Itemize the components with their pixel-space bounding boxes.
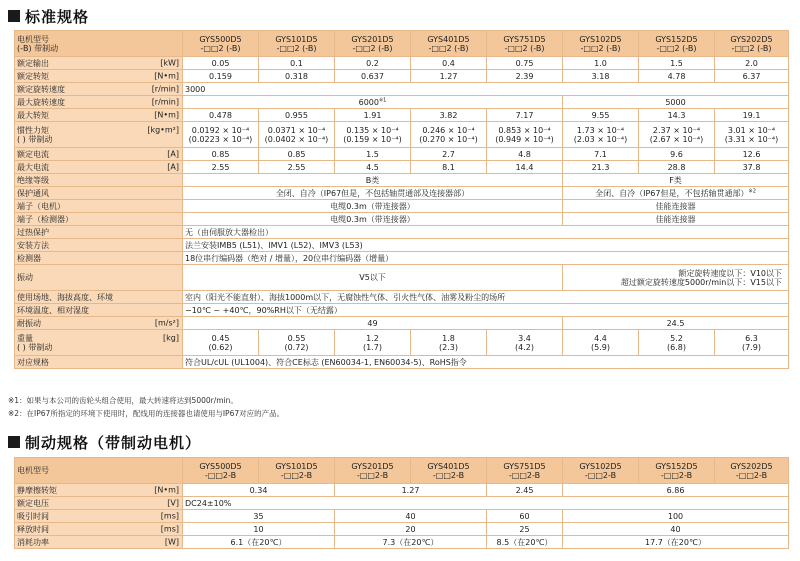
value-cell: 佳能连接器 — [563, 213, 789, 226]
value-cell: 电缆0.3m（带连接器） — [183, 200, 563, 213]
location-row — [15, 291, 789, 304]
row-unit: [kg•m²] — [147, 125, 179, 135]
row-label: 耐振动 — [17, 318, 41, 328]
value-cell: 18位串行编码器（绝对 / 增量），20位串行编码器（增量） — [183, 252, 789, 265]
value-cell: 3.18 — [563, 70, 639, 83]
value-cell: 1.2 (1.7) — [335, 330, 411, 356]
row-label: 过热保护 — [17, 227, 49, 237]
value-cell: 0.1 — [259, 57, 335, 70]
value-cell: 室内（阳光不能直射）、海拔1000m以下，无腐蚀性气体、引火性气体、油雾及粉尘的场所 — [183, 291, 789, 304]
value-cell: 3000 — [183, 83, 789, 96]
value-cell: 额定旋转速度以下：V10以下 超过额定旋转速度5000r/min以下：V15以下 — [563, 265, 789, 291]
value-cell: 2.45 — [487, 484, 563, 497]
value-cell: 1.5 — [335, 148, 411, 161]
value-cell: F类 — [563, 174, 789, 187]
rated-current-row — [15, 148, 789, 161]
row-label: 对应规格 — [17, 357, 49, 367]
row-label: 额定电流 — [17, 149, 49, 159]
value-cell: 0.0371 × 10⁻⁴ (0.0402 × 10⁻⁴) — [259, 122, 335, 148]
overheat-row — [15, 226, 789, 239]
value-cell: 无（由伺服放大器检出） — [183, 226, 789, 239]
value-cell: 2.7 — [411, 148, 487, 161]
value-cell: 6000$^{※1}$ — [183, 96, 563, 109]
vibration-resistance-row — [15, 317, 789, 330]
row-label: 释放时间 — [17, 524, 49, 534]
value-cell: 7.17 — [487, 109, 563, 122]
value-cell: 3.82 — [411, 109, 487, 122]
row-label: 消耗功率 — [17, 537, 49, 547]
mounting-row — [15, 239, 789, 252]
value-cell: 0.34 — [183, 484, 335, 497]
release-time-row — [15, 523, 789, 536]
value-cell: 1.73 × 10⁻⁴ (2.03 × 10⁻⁴) — [563, 122, 639, 148]
row-unit: [kg] — [163, 333, 179, 343]
model-header: GYS201D5 -□□2 (-B) — [335, 31, 411, 57]
environment-row — [15, 304, 789, 317]
row-label: 静摩擦转矩 — [17, 485, 57, 495]
value-cell: 10 — [183, 523, 335, 536]
row-unit: [ms] — [160, 511, 179, 521]
value-cell: 6.1（在20℃） — [183, 536, 335, 549]
value-cell: 1.0 — [563, 57, 639, 70]
model-header: GYS101D5 -□□2-B — [259, 458, 335, 484]
terminal-encoder-row — [15, 213, 789, 226]
row-label: 检测器 — [17, 253, 41, 263]
row-label: 额定转矩 — [17, 71, 49, 81]
row-label: 重量 — [17, 333, 33, 343]
row-label-sub: ( ) 带制动 — [17, 342, 53, 352]
row-label: 吸引时间 — [17, 511, 49, 521]
row-unit: [m/s²] — [154, 318, 179, 328]
row-label: 额定电压 — [17, 498, 49, 508]
footnote-2: ※2：在IP67所指定的环境下使用时，配线用的连接器也请使用与IP67对应的产品。 — [8, 409, 285, 418]
value-cell: 12.6 — [715, 148, 789, 161]
terminal-motor-row — [15, 200, 789, 213]
value-cell: 6.3 (7.9) — [715, 330, 789, 356]
insulation-row — [15, 174, 789, 187]
model-header: GYS751D5 -□□2 (-B) — [487, 31, 563, 57]
value-cell: 0.2 — [335, 57, 411, 70]
value-cell: 1.5 — [639, 57, 715, 70]
value-cell: 0.135 × 10⁻⁴ (0.159 × 10⁻⁴) — [335, 122, 411, 148]
spec-header-row — [15, 31, 789, 57]
model-label: 电机型号 — [17, 466, 49, 475]
value-cell: 21.3 — [563, 161, 639, 174]
value-cell: 0.318 — [259, 70, 335, 83]
rated-output-row — [15, 57, 789, 70]
value-cell: 4.5 — [335, 161, 411, 174]
row-unit: [kW] — [160, 58, 179, 68]
value-cell: 100 — [563, 510, 789, 523]
value-cell: B类 — [183, 174, 563, 187]
model-header: GYS152D5 -□□2 (-B) — [639, 31, 715, 57]
value-cell: 0.85 — [259, 148, 335, 161]
value-cell: 7.3（在20℃） — [335, 536, 487, 549]
model-header: GYS401D5 -□□2 (-B) — [411, 31, 487, 57]
value-cell: 8.1 — [411, 161, 487, 174]
value-cell: 14.4 — [487, 161, 563, 174]
model-header: GYS202D5 -□□2 (-B) — [715, 31, 789, 57]
row-label: 保护通风 — [17, 188, 49, 198]
attract-time-row — [15, 510, 789, 523]
row-unit: [r/min] — [151, 84, 179, 94]
value-cell: 25 — [487, 523, 563, 536]
row-label: 端子（检测器） — [17, 214, 73, 224]
weight-row — [15, 330, 789, 356]
row-label: 额定输出 — [17, 58, 49, 68]
row-unit: [W] — [164, 537, 179, 547]
value-cell: 0.478 — [183, 109, 259, 122]
row-unit: [N•m] — [154, 485, 179, 495]
value-cell: 1.8 (2.3) — [411, 330, 487, 356]
value-cell: 6.37 — [715, 70, 789, 83]
spec-section-heading — [8, 5, 89, 27]
value-cell: 14.3 — [639, 109, 715, 122]
value-cell: 0.246 × 10⁻⁴ (0.270 × 10⁻⁴) — [411, 122, 487, 148]
value-cell: 3.01 × 10⁻⁴ (3.31 × 10⁻⁴) — [715, 122, 789, 148]
spec-section-title: 标准规格 — [25, 7, 90, 26]
value-cell: 1.27 — [411, 70, 487, 83]
row-label: 最大旋转速度 — [17, 97, 65, 107]
model-header: GYS102D5 -□□2 (-B) — [563, 31, 639, 57]
value-cell: 法兰安装IMB5 (L51)、IMV1 (L52)、IMV3 (L53) — [183, 239, 789, 252]
row-unit: [ms] — [160, 524, 179, 534]
max-torque-row — [15, 109, 789, 122]
value-cell: 0.4 — [411, 57, 487, 70]
value-cell: 8.5（在20℃） — [487, 536, 563, 549]
standards-row — [15, 356, 789, 369]
row-label: 振动 — [17, 273, 33, 282]
value-cell: DC24±10% — [183, 497, 789, 510]
value-cell: −10℃ ~ +40℃，90%RH以下（无结露） — [183, 304, 789, 317]
row-unit: [r/min] — [151, 97, 179, 107]
row-label: 额定旋转速度 — [17, 84, 65, 94]
value-cell: 2.0 — [715, 57, 789, 70]
inertia-row — [15, 122, 789, 148]
value-cell: 49 — [183, 317, 563, 330]
value-cell: 2.55 — [259, 161, 335, 174]
row-unit: [A] — [167, 162, 179, 172]
value-cell: 5000 — [563, 96, 789, 109]
brake-section-title: 制动规格（带制动电机） — [25, 433, 202, 452]
value-cell: 37.8 — [715, 161, 789, 174]
model-header: GYS152D5 -□□2-B — [639, 458, 715, 484]
value-cell: 28.8 — [639, 161, 715, 174]
value-cell: 4.78 — [639, 70, 715, 83]
model-header: GYS401D5 -□□2-B — [411, 458, 487, 484]
value-cell: 0.75 — [487, 57, 563, 70]
rated-torque-row — [15, 70, 789, 83]
brake-label: (-B) 带制动 — [17, 43, 59, 53]
value-cell: 19.1 — [715, 109, 789, 122]
rated-voltage-row — [15, 497, 789, 510]
row-unit: [N•m] — [154, 110, 179, 120]
value-cell: 佳能连接器 — [563, 200, 789, 213]
value-cell: 40 — [335, 510, 487, 523]
row-label: 惯性力矩 — [17, 125, 49, 135]
value-cell: 3.4 (4.2) — [487, 330, 563, 356]
model-header: GYS202D5 -□□2-B — [715, 458, 789, 484]
value-cell: 0.955 — [259, 109, 335, 122]
brake-header-row — [15, 458, 789, 484]
value-cell: 35 — [183, 510, 335, 523]
power-consumption-row — [15, 536, 789, 549]
row-label-sub: ( ) 带制动 — [17, 134, 53, 144]
row-label: 使用场地、海拔高度、环境 — [17, 292, 113, 302]
vibration-row — [15, 265, 789, 291]
row-label: 绝缘等级 — [17, 175, 49, 185]
brake-spec-table — [14, 457, 789, 549]
footnote-1: ※1：如果与本公司的齿轮头组合使用，最大转速将达到5000r/min。 — [8, 396, 238, 405]
rated-speed-row — [15, 83, 789, 96]
model-header: GYS500D5 -□□2 (-B) — [183, 31, 259, 57]
square-bullet-icon — [8, 436, 20, 448]
model-label-cell — [15, 458, 183, 484]
footnote-mark: ※1 — [378, 96, 387, 103]
value-cell: 6.86 — [563, 484, 789, 497]
value-cell: 0.05 — [183, 57, 259, 70]
value-cell: 4.8 — [487, 148, 563, 161]
value-cell: 2.55 — [183, 161, 259, 174]
value-cell: 5.2 (6.8) — [639, 330, 715, 356]
value-cell: 0.159 — [183, 70, 259, 83]
value-cell: V5以下 — [183, 265, 563, 291]
model-header: GYS500D5 -□□2-B — [183, 458, 259, 484]
value-cell: 电缆0.3m（带连接器） — [183, 213, 563, 226]
value-cell: 40 — [563, 523, 789, 536]
row-label: 端子（电机） — [17, 201, 65, 211]
brake-section-heading — [8, 431, 201, 453]
standard-spec-table — [14, 30, 789, 369]
detector-row — [15, 252, 789, 265]
footnote-mark: ※2 — [748, 187, 756, 194]
value-cell: 0.637 — [335, 70, 411, 83]
static-torque-row — [15, 484, 789, 497]
row-label: 最大电流 — [17, 162, 49, 172]
value-cell: 24.5 — [563, 317, 789, 330]
max-speed-row — [15, 96, 789, 109]
model-header: GYS201D5 -□□2-B — [335, 458, 411, 484]
row-unit: [N•m] — [154, 71, 179, 81]
value-cell: 60 — [487, 510, 563, 523]
value-cell: 1.27 — [335, 484, 487, 497]
value-cell: 2.39 — [487, 70, 563, 83]
row-unit: [A] — [167, 149, 179, 159]
value-cell: 2.37 × 10⁻⁴ (2.67 × 10⁻⁴) — [639, 122, 715, 148]
model-header: GYS102D5 -□□2-B — [563, 458, 639, 484]
model-header: GYS751D5 -□□2-B — [487, 458, 563, 484]
model-header: GYS101D5 -□□2 (-B) — [259, 31, 335, 57]
value-cell: 全闭、自冷（IP67但是，不包括轴贯通部及连接器部） — [183, 187, 563, 200]
value-cell: 全闭、自冷（IP67但是，不包括轴贯通部）$^{※2}$ — [563, 187, 789, 200]
model-label: 电机型号 — [17, 34, 49, 44]
value-cell: 0.45 (0.62) — [183, 330, 259, 356]
value-cell: 4.4 (5.9) — [563, 330, 639, 356]
value-cell: 0.55 (0.72) — [259, 330, 335, 356]
value-cell: 7.1 — [563, 148, 639, 161]
value-cell: 符合UL/cUL (UL1004)、符合CE标志 (EN60034-1, EN60034-5)、RoHS指令 — [183, 356, 789, 369]
protection-row — [15, 187, 789, 200]
value-cell: 0.85 — [183, 148, 259, 161]
row-label: 最大转矩 — [17, 110, 49, 120]
value-cell: 17.7（在20℃） — [563, 536, 789, 549]
value-cell: 9.55 — [563, 109, 639, 122]
model-label-cell — [15, 31, 183, 57]
value-cell: 9.6 — [639, 148, 715, 161]
row-label: 安装方法 — [17, 240, 49, 250]
max-current-row — [15, 161, 789, 174]
row-label: 环境温度、相对湿度 — [17, 305, 89, 315]
value-cell: 0.0192 × 10⁻⁴ (0.0223 × 10⁻⁴) — [183, 122, 259, 148]
row-unit: [V] — [167, 498, 179, 508]
square-bullet-icon — [8, 10, 20, 22]
value-cell: 1.91 — [335, 109, 411, 122]
value-cell: 0.853 × 10⁻⁴ (0.949 × 10⁻⁴) — [487, 122, 563, 148]
value-cell: 20 — [335, 523, 487, 536]
